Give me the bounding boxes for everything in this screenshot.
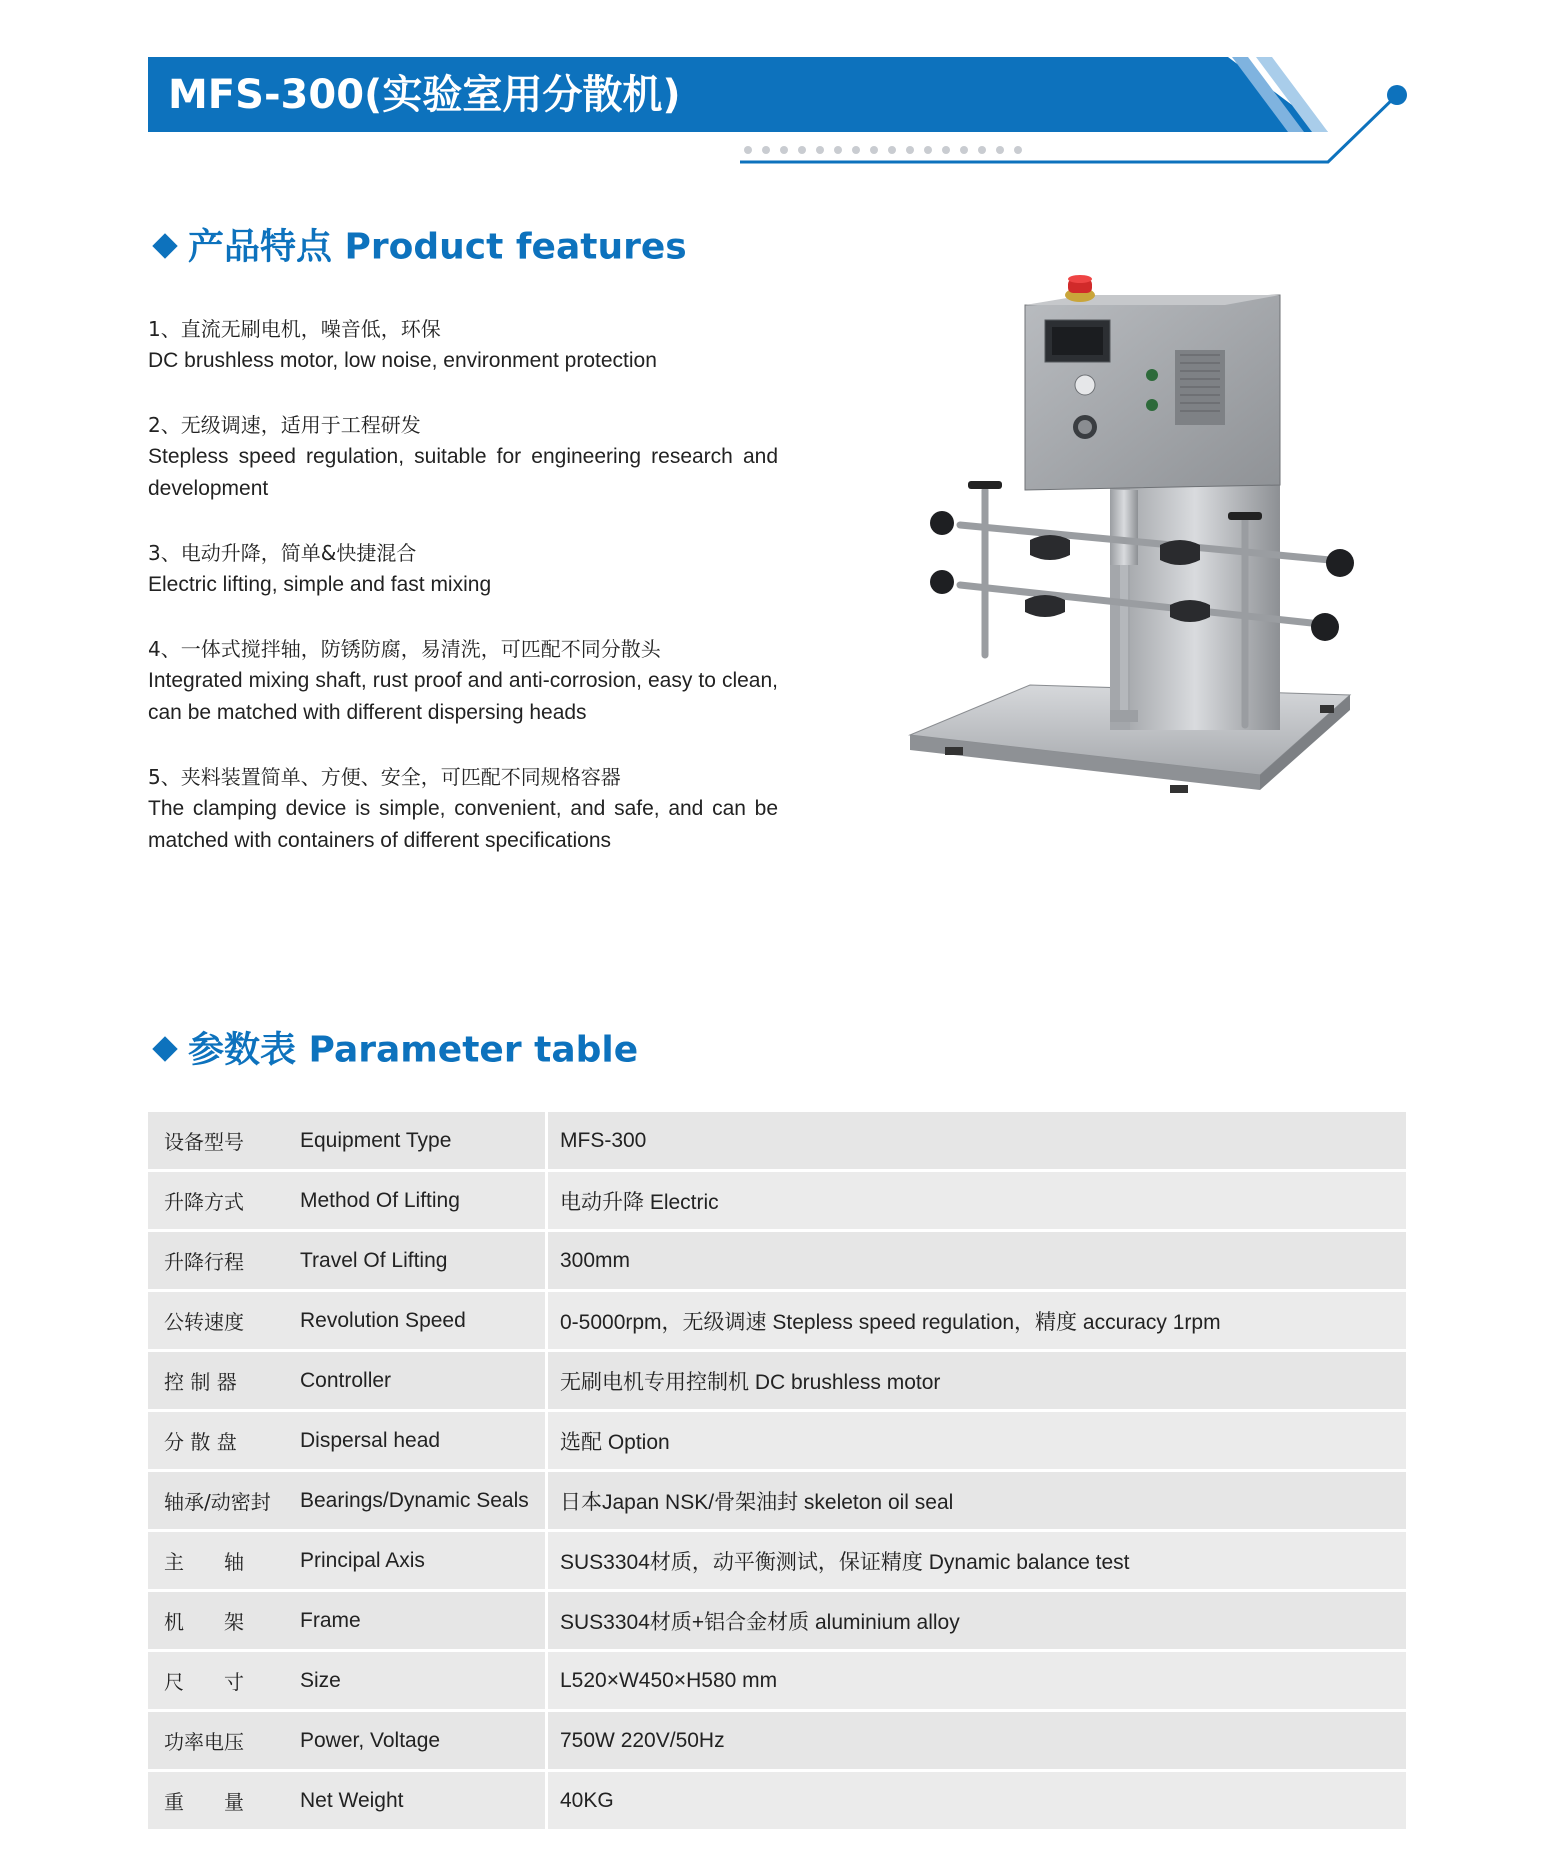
feature-list [148,313,778,889]
feature-item [148,409,778,505]
feature-zh: 3、电动升降，简单&快捷混合 [148,541,417,565]
param-value: L520×W450×H580 mm [548,1652,1406,1712]
param-value: 40KG [548,1772,1406,1832]
table-row [148,1112,1406,1172]
param-name-zh: 升降行程 [148,1232,284,1292]
param-name-en: Method Of Lifting [284,1172,548,1232]
param-name-zh: 升降方式 [148,1172,284,1232]
feature-en: Stepless speed regulation, suitable for engineering research and development [148,445,778,500]
param-name-en: Bearings/Dynamic Seals [284,1472,548,1532]
table-row [148,1712,1406,1772]
table-row [148,1232,1406,1292]
param-name-en: Travel Of Lifting [284,1232,548,1292]
feature-en: Electric lifting, simple and fast mixing [148,573,492,596]
feature-zh: 1、直流无刷电机，噪音低，环保 [148,317,441,341]
feature-en: Integrated mixing shaft, rust proof and anti-corrosion, easy to clean, can be matched with different dispersing heads [148,669,778,724]
parameter-heading: 参数表 Parameter table [150,1025,638,1075]
param-value: 0-5000rpm，无级调速 Stepless speed regulation，精度 accuracy 1rpm [548,1292,1406,1352]
param-name-zh: 轴承/动密封 [148,1472,284,1532]
param-name-en: Controller [284,1352,548,1412]
feature-zh: 2、无级调速，适用于工程研发 [148,413,421,437]
table-row [148,1772,1406,1832]
param-value: 300mm [548,1232,1406,1292]
param-name-en: Revolution Speed [284,1292,548,1352]
table-row [148,1412,1406,1472]
table-row [148,1472,1406,1532]
param-value: SUS3304材质+铝合金材质 aluminium alloy [548,1592,1406,1652]
param-value: 750W 220V/50Hz [548,1712,1406,1772]
param-value: 无刷电机专用控制机 DC brushless motor [548,1352,1406,1412]
param-name-en: Principal Axis [284,1532,548,1592]
feature-zh: 5、夹料装置简单、方便、安全，可匹配不同规格容器 [148,765,621,789]
param-value: 电动升降 Electric [548,1172,1406,1232]
param-name-en: Dispersal head [284,1412,548,1472]
param-name-en: Net Weight [284,1772,548,1832]
feature-item [148,633,778,729]
table-row [148,1292,1406,1352]
param-name-en: Power, Voltage [284,1712,548,1772]
param-value: SUS3304材质，动平衡测试，保证精度 Dynamic balance test [548,1532,1406,1592]
param-name-zh: 主 轴 [148,1532,284,1592]
disperser-machine-image [810,255,1410,855]
param-name-zh: 公转速度 [148,1292,284,1352]
table-row [148,1592,1406,1652]
parameter-table [148,1112,1406,1832]
page-title: MFS-300(实验室用分散机) [168,72,681,118]
param-name-zh: 尺 寸 [148,1652,284,1712]
table-row [148,1652,1406,1712]
param-value: MFS-300 [548,1112,1406,1172]
feature-en: The clamping device is simple, convenient, and safe, and can be matched with containers of different specifications [148,797,778,852]
param-name-en: Equipment Type [284,1112,548,1172]
banner-decoration [0,0,1566,200]
feature-item [148,313,778,377]
table-row [148,1352,1406,1412]
param-name-zh: 重 量 [148,1772,284,1832]
diamond-bullet-icon [152,233,177,258]
feature-item [148,537,778,601]
feature-en: DC brushless motor, low noise, environment protection [148,349,657,372]
param-name-zh: 设备型号 [148,1112,284,1172]
param-value: 选配 Option [548,1412,1406,1472]
param-name-zh: 功率电压 [148,1712,284,1772]
feature-zh: 4、一体式搅拌轴，防锈防腐，易清洗，可匹配不同分散头 [148,637,661,661]
param-name-en: Frame [284,1592,548,1652]
table-row [148,1172,1406,1232]
param-name-zh: 分 散 盘 [148,1412,284,1472]
table-row [148,1532,1406,1592]
param-name-en: Size [284,1652,548,1712]
param-name-zh: 机 架 [148,1592,284,1652]
feature-item [148,761,778,857]
diamond-bullet-icon [152,1036,177,1061]
param-value: 日本Japan NSK/骨架油封 skeleton oil seal [548,1472,1406,1532]
features-heading: 产品特点 Product features [150,222,687,272]
param-name-zh: 控 制 器 [148,1352,284,1412]
